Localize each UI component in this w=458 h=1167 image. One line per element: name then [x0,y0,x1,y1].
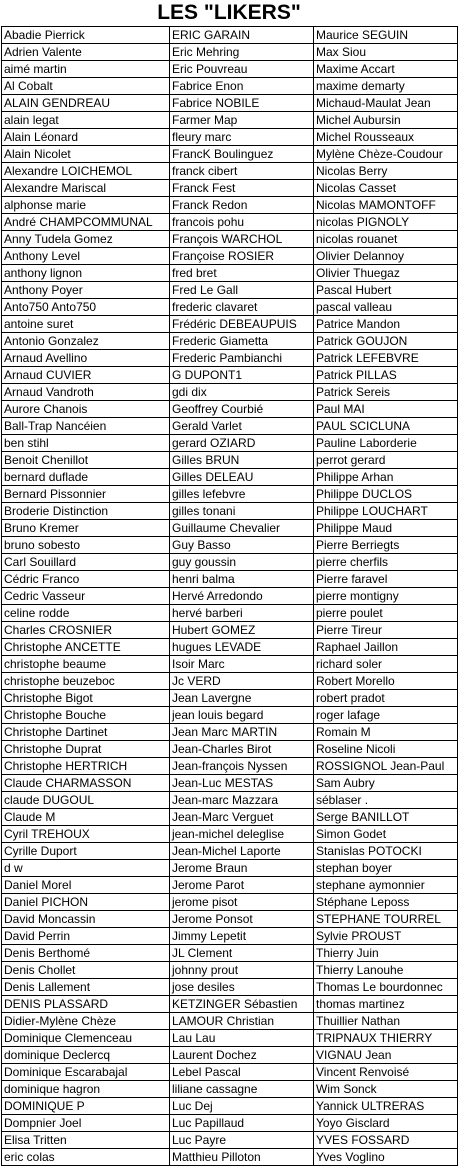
table-cell: DOMINIQUE P [2,1098,170,1115]
table-cell: Luc Papillaud [170,1115,314,1132]
table-row [2,554,458,571]
table-cell: stephane aymonnier [314,877,458,894]
table-cell: David Perrin [2,928,170,945]
table-cell: nicolas rouanet [314,231,458,248]
table-cell: pierre poulet [314,605,458,622]
table-cell: Nicolas Berry [314,163,458,180]
table-row [2,1013,458,1030]
table-cell: jean-michel deleglise [170,826,314,843]
table-cell: Mylène Chèze-Coudour [314,146,458,163]
table-cell: jean louis begard [170,707,314,724]
table-cell: Yannick ULTRERAS [314,1098,458,1115]
table-row [2,503,458,520]
table-cell: Bruno Kremer [2,520,170,537]
table-row [2,809,458,826]
table-row [2,435,458,452]
table-cell: FrancK Boulinguez [170,146,314,163]
table-cell: Anto750 Anto750 [2,299,170,316]
table-cell: Isoir Marc [170,656,314,673]
table-cell: Jerome Parot [170,877,314,894]
table-cell: Olivier Delannoy [314,248,458,265]
table-cell: guy goussin [170,554,314,571]
table-row [2,911,458,928]
table-cell: Denis Chollet [2,962,170,979]
table-row [2,537,458,554]
table-cell: Thomas Le bourdonnec [314,979,458,996]
table-cell: Alexandre LOICHEMOL [2,163,170,180]
table-cell: pascal valleau [314,299,458,316]
table-cell: Pierre Berriegts [314,537,458,554]
table-cell: Guillaume Chevalier [170,520,314,537]
table-cell: pierre montigny [314,588,458,605]
table-cell: Arnaud Vandroth [2,384,170,401]
table-cell: johnny prout [170,962,314,979]
table-cell: Philippe LOUCHART [314,503,458,520]
table-row [2,452,458,469]
table-cell: Patrice Mandon [314,316,458,333]
likers-table-body [2,27,458,1166]
table-cell: André CHAMPCOMMUNAL [2,214,170,231]
table-row [2,656,458,673]
table-cell: gilles lefebvre [170,486,314,503]
table-cell: Ball-Trap Nancéien [2,418,170,435]
table-cell: Sylvie PROUST [314,928,458,945]
table-cell: robert pradot [314,690,458,707]
table-cell: Alain Nicolet [2,146,170,163]
table-cell: Christophe Bigot [2,690,170,707]
table-cell: Elisa Tritten [2,1132,170,1149]
table-cell: Philippe Maud [314,520,458,537]
table-cell: Daniel PICHON [2,894,170,911]
table-cell: Benoit Chenillot [2,452,170,469]
table-cell: Philippe DUCLOS [314,486,458,503]
table-row [2,1115,458,1132]
table-row [2,1030,458,1047]
table-cell: roger lafage [314,707,458,724]
table-row [2,826,458,843]
table-row [2,792,458,809]
table-cell: christophe beuzeboc [2,673,170,690]
table-cell: Eric Pouvreau [170,61,314,78]
table-cell: gilles tonani [170,503,314,520]
table-cell: Christophe Duprat [2,741,170,758]
table-cell: alphonse marie [2,197,170,214]
table-cell: Charles CROSNIER [2,622,170,639]
table-cell: Dompnier Joel [2,1115,170,1132]
table-cell: Matthieu Pilloton [170,1149,314,1166]
likers-table [1,26,458,1166]
table-cell: Christophe Bouche [2,707,170,724]
table-row [2,1081,458,1098]
table-cell: stephan boyer [314,860,458,877]
table-row [2,1047,458,1064]
table-cell: Farmer Map [170,112,314,129]
table-row [2,571,458,588]
table-cell: Franck Fest [170,180,314,197]
table-cell: richard soler [314,656,458,673]
table-cell: Cédric Franco [2,571,170,588]
table-cell: Lebel Pascal [170,1064,314,1081]
table-row [2,265,458,282]
table-cell: Maxime Accart [314,61,458,78]
table-cell: Jean-Luc MESTAS [170,775,314,792]
table-cell: Yoyo Gisclard [314,1115,458,1132]
table-cell: ROSSIGNOL Jean-Paul [314,758,458,775]
table-cell: Patrick GOUJON [314,333,458,350]
table-cell: Hubert GOMEZ [170,622,314,639]
table-cell: Jerome Ponsot [170,911,314,928]
table-row [2,673,458,690]
table-row [2,639,458,656]
table-cell: eric colas [2,1149,170,1166]
table-cell: Yves Voglino [314,1149,458,1166]
table-cell: gerard OZIARD [170,435,314,452]
table-row [2,197,458,214]
table-row [2,1132,458,1149]
table-row [2,231,458,248]
table-cell: Dominique Escarabajal [2,1064,170,1081]
table-cell: Arnaud Avellino [2,350,170,367]
table-row [2,78,458,95]
table-cell: Denis Berthomé [2,945,170,962]
table-cell: Franck Redon [170,197,314,214]
table-cell: Fabrice NOBILE [170,95,314,112]
table-cell: G DUPONT1 [170,367,314,384]
table-cell: Sam Aubry [314,775,458,792]
table-row [2,401,458,418]
table-row [2,520,458,537]
table-cell: DENIS PLASSARD [2,996,170,1013]
table-row [2,180,458,197]
table-cell: JL Clement [170,945,314,962]
table-cell: Gerald Varlet [170,418,314,435]
table-cell: Christophe HERTRICH [2,758,170,775]
table-cell: Cyrille Duport [2,843,170,860]
table-cell: Claude CHARMASSON [2,775,170,792]
table-cell: Luc Dej [170,1098,314,1115]
table-cell: Patrick Sereis [314,384,458,401]
table-row [2,367,458,384]
table-cell: frederic clavaret [170,299,314,316]
table-cell: Patrick PILLAS [314,367,458,384]
table-cell: Vincent Renvoisé [314,1064,458,1081]
table-cell: Michel Rousseaux [314,129,458,146]
table-cell: Pierre Tireur [314,622,458,639]
table-cell: Nicolas MAMONTOFF [314,197,458,214]
table-cell: YVES FOSSARD [314,1132,458,1149]
table-cell: henri balma [170,571,314,588]
table-row [2,1098,458,1115]
table-cell: Jerome Braun [170,860,314,877]
table-row [2,979,458,996]
table-cell: dominique Declercq [2,1047,170,1064]
table-cell: Didier-Mylène Chèze [2,1013,170,1030]
table-cell: thomas martinez [314,996,458,1013]
table-row [2,622,458,639]
table-cell: Jean-Charles Birot [170,741,314,758]
table-cell: Aurore Chanois [2,401,170,418]
table-row [2,758,458,775]
table-row [2,384,458,401]
table-cell: alain legat [2,112,170,129]
table-cell: jerome pisot [170,894,314,911]
table-cell: perrot gerard [314,452,458,469]
table-cell: Anthony Level [2,248,170,265]
table-cell: Christophe Dartinet [2,724,170,741]
table-cell: PAUL SCICLUNA [314,418,458,435]
table-cell: Denis Lallement [2,979,170,996]
table-cell: Carl Souillard [2,554,170,571]
table-cell: claude DUGOUL [2,792,170,809]
table-row [2,605,458,622]
table-row [2,877,458,894]
table-cell: Jimmy Lepetit [170,928,314,945]
table-cell: Alexandre Mariscal [2,180,170,197]
table-cell: Daniel Morel [2,877,170,894]
table-cell: TRIPNAUX THIERRY [314,1030,458,1047]
table-cell: Serge BANILLOT [314,809,458,826]
table-cell: Anny Tudela Gomez [2,231,170,248]
table-cell: Al Cobalt [2,78,170,95]
table-cell: Romain M [314,724,458,741]
table-cell: anthony lignon [2,265,170,282]
table-cell: Arnaud CUVIER [2,367,170,384]
table-cell: Pierre faravel [314,571,458,588]
table-cell: Antonio Gonzalez [2,333,170,350]
table-cell: Jean-françois Nyssen [170,758,314,775]
table-row [2,707,458,724]
table-cell: Frederic Pambianchi [170,350,314,367]
table-cell: Jean Lavergne [170,690,314,707]
table-cell: ERIC GARAIN [170,27,314,44]
table-cell: Jean-Marc Verguet [170,809,314,826]
table-cell: Guy Basso [170,537,314,554]
table-cell: christophe beaume [2,656,170,673]
table-cell: Luc Payre [170,1132,314,1149]
table-cell: Hervé Arredondo [170,588,314,605]
table-row [2,146,458,163]
table-row [2,996,458,1013]
table-row [2,214,458,231]
table-cell: Gilles DELEAU [170,469,314,486]
page-title: LES "LIKERS" [157,1,301,24]
table-cell: Thierry Juin [314,945,458,962]
table-cell: jose desiles [170,979,314,996]
table-row [2,129,458,146]
table-row [2,741,458,758]
table-cell: fred bret [170,265,314,282]
table-cell: hugues LEVADE [170,639,314,656]
table-cell: Geoffrey Courbié [170,401,314,418]
table-cell: Wim Sonck [314,1081,458,1098]
table-row [2,299,458,316]
table-cell: Dominique Clemenceau [2,1030,170,1047]
table-cell: Gilles BRUN [170,452,314,469]
table-cell: Jc VERD [170,673,314,690]
table-cell: Robert Morello [314,673,458,690]
table-cell: bruno sobesto [2,537,170,554]
table-row [2,469,458,486]
table-cell: Stéphane Leposs [314,894,458,911]
table-cell: Anthony Poyer [2,282,170,299]
table-row [2,690,458,707]
table-row [2,945,458,962]
table-cell: Fabrice Enon [170,78,314,95]
table-cell: franck cibert [170,163,314,180]
table-cell: Pauline Laborderie [314,435,458,452]
table-cell: Michaud-Maulat Jean [314,95,458,112]
table-cell: francois pohu [170,214,314,231]
table-cell: d w [2,860,170,877]
table-row [2,282,458,299]
table-cell: fleury marc [170,129,314,146]
table-cell: Thierry Lanouhe [314,962,458,979]
table-cell: nicolas PIGNOLY [314,214,458,231]
table-cell: ALAIN GENDREAU [2,95,170,112]
table-cell: Roseline Nicoli [314,741,458,758]
table-cell: VIGNAU Jean [314,1047,458,1064]
table-row [2,418,458,435]
table-row [2,928,458,945]
table-row [2,316,458,333]
table-cell: Philippe Arhan [314,469,458,486]
table-row [2,588,458,605]
table-cell: celine rodde [2,605,170,622]
table-row [2,894,458,911]
table-row [2,962,458,979]
table-row [2,1149,458,1166]
table-cell: Michel Aubursin [314,112,458,129]
table-row [2,44,458,61]
table-cell: Adrien Valente [2,44,170,61]
table-cell: Alain Léonard [2,129,170,146]
table-cell: ben stihl [2,435,170,452]
table-cell: Stanislas POTOCKI [314,843,458,860]
table-cell: maxime demarty [314,78,458,95]
table-cell: Cyril TREHOUX [2,826,170,843]
table-cell: Lau Lau [170,1030,314,1047]
table-cell: Pascal Hubert [314,282,458,299]
table-row [2,163,458,180]
table-cell: Jean-Michel Laporte [170,843,314,860]
table-cell: Fred Le Gall [170,282,314,299]
table-cell: Jean-marc Mazzara [170,792,314,809]
table-row [2,1064,458,1081]
table-row [2,486,458,503]
table-cell: Jean Marc MARTIN [170,724,314,741]
table-cell: Raphael Jaillon [314,639,458,656]
table-cell: Olivier Thuegaz [314,265,458,282]
table-cell: Cedric Vasseur [2,588,170,605]
table-row [2,248,458,265]
table-cell: STEPHANE TOURREL [314,911,458,928]
table-cell: Bernard Pissonnier [2,486,170,503]
table-cell: Paul MAI [314,401,458,418]
table-row [2,112,458,129]
table-row [2,860,458,877]
table-cell: Claude M [2,809,170,826]
table-row [2,724,458,741]
table-cell: liliane cassagne [170,1081,314,1098]
table-cell: Patrick LEFEBVRE [314,350,458,367]
table-cell: aimé martin [2,61,170,78]
table-row [2,843,458,860]
table-row [2,27,458,44]
table-cell: Frederic Giametta [170,333,314,350]
table-cell: Eric Mehring [170,44,314,61]
table-cell: Max Siou [314,44,458,61]
table-cell: Christophe ANCETTE [2,639,170,656]
table-cell: pierre cherfils [314,554,458,571]
table-cell: Françoise ROSIER [170,248,314,265]
table-cell: antoine suret [2,316,170,333]
table-cell: Broderie Distinction [2,503,170,520]
table-cell: Frédéric DEBEAUPUIS [170,316,314,333]
table-cell: séblaser . [314,792,458,809]
table-row [2,775,458,792]
table-cell: Maurice SEGUIN [314,27,458,44]
table-cell: LAMOUR Christian [170,1013,314,1030]
table-cell: François WARCHOL [170,231,314,248]
table-cell: Laurent Dochez [170,1047,314,1064]
table-cell: Simon Godet [314,826,458,843]
table-cell: bernard duflade [2,469,170,486]
table-row [2,95,458,112]
table-cell: David Moncassin [2,911,170,928]
table-row [2,61,458,78]
table-row [2,350,458,367]
table-cell: hervé barberi [170,605,314,622]
table-cell: Thuillier Nathan [314,1013,458,1030]
table-cell: KETZINGER Sébastien [170,996,314,1013]
table-row [2,333,458,350]
table-cell: Nicolas Casset [314,180,458,197]
table-cell: dominique hagron [2,1081,170,1098]
table-cell: gdi dix [170,384,314,401]
table-cell: Abadie Pierrick [2,27,170,44]
